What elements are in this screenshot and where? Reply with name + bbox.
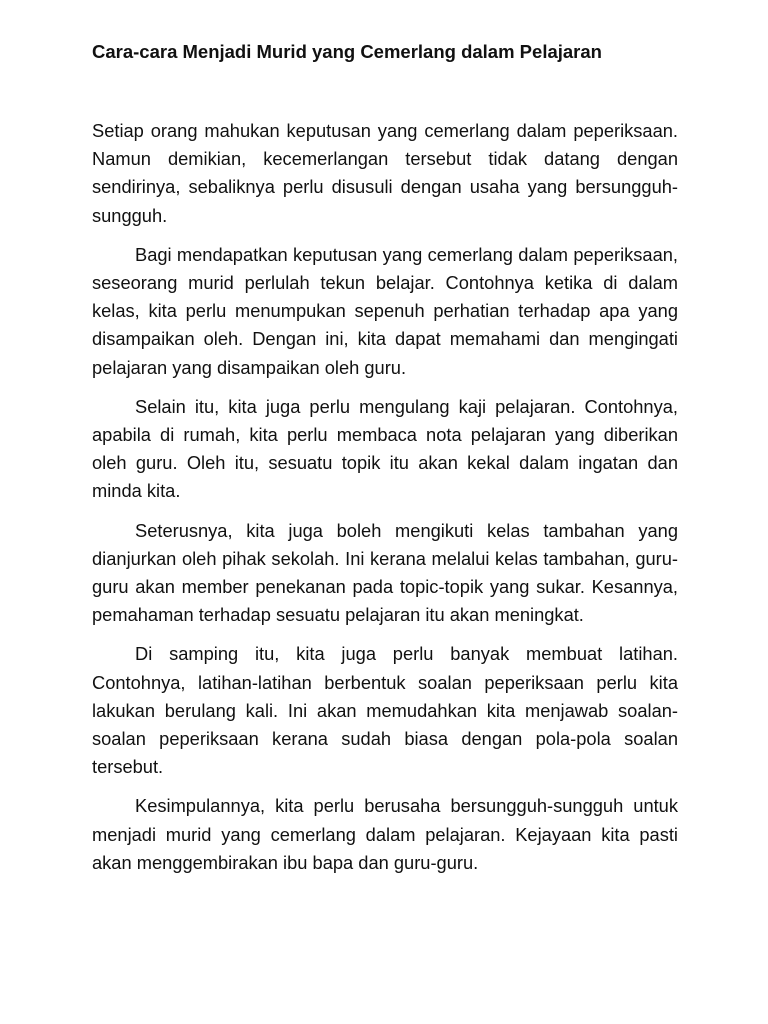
- paragraph-latihan: Di samping itu, kita juga perlu banyak membuat latihan. Contohnya, latihan-latihan berbentuk soalan peperiksaan perlu kita lakukan berulang kali. Ini akan memudahkan kita menjawab soalan-soalan peperiksaan kerana sudah biasa dengan pola-pola soalan tersebut.: [92, 643, 678, 778]
- document-title: Cara-cara Menjadi Murid yang Cemerlang dalam Pelajaran: [92, 41, 602, 62]
- paragraph-ulang-kaji: Selain itu, kita juga perlu mengulang kaji pelajaran. Contohnya, apabila di rumah, kita perlu membaca nota pelajaran yang diberikan oleh guru. Oleh itu, sesuatu topik itu akan kekal dalam ingatan dan minda kita.: [92, 395, 678, 502]
- paragraph-kelas-tambahan: Seterusnya, kita juga boleh mengikuti kelas tambahan yang dianjurkan oleh pihak sekolah. Ini kerana melalui kelas tambahan, guru-guru akan member penekanan pada topic-topik yang sukar. Kesannya, pemahaman terhadap sesuatu pelajaran itu akan meningkat.: [92, 519, 678, 626]
- paragraph-intro: Setiap orang mahukan keputusan yang cemerlang dalam peperiksaan. Namun demikian, kecemerlangan tersebut tidak datang dengan sendirinya, sebaliknya perlu disusuli dengan usaha yang bersungguh-sungguh.: [92, 120, 678, 226]
- paragraph-kesimpulan: Kesimpulannya, kita perlu berusaha bersungguh-sungguh untuk menjadi murid yang cemerlang dalam pelajaran. Kejayaan kita pasti akan menggembirakan ibu bapa dan guru-guru.: [92, 795, 678, 873]
- document-body: [92, 117, 678, 888]
- paragraph-tekun-belajar: Bagi mendapatkan keputusan yang cemerlang dalam peperiksaan, seseorang murid perlulah tekun belajar. Contohnya ketika di dalam kelas, kita perlu menumpukan sepenuh perhatian terhadap apa yang disampaikan oleh. Dengan ini, kita dapat memahami dan mengingati pelajaran yang disampaikan oleh guru.: [92, 243, 678, 378]
